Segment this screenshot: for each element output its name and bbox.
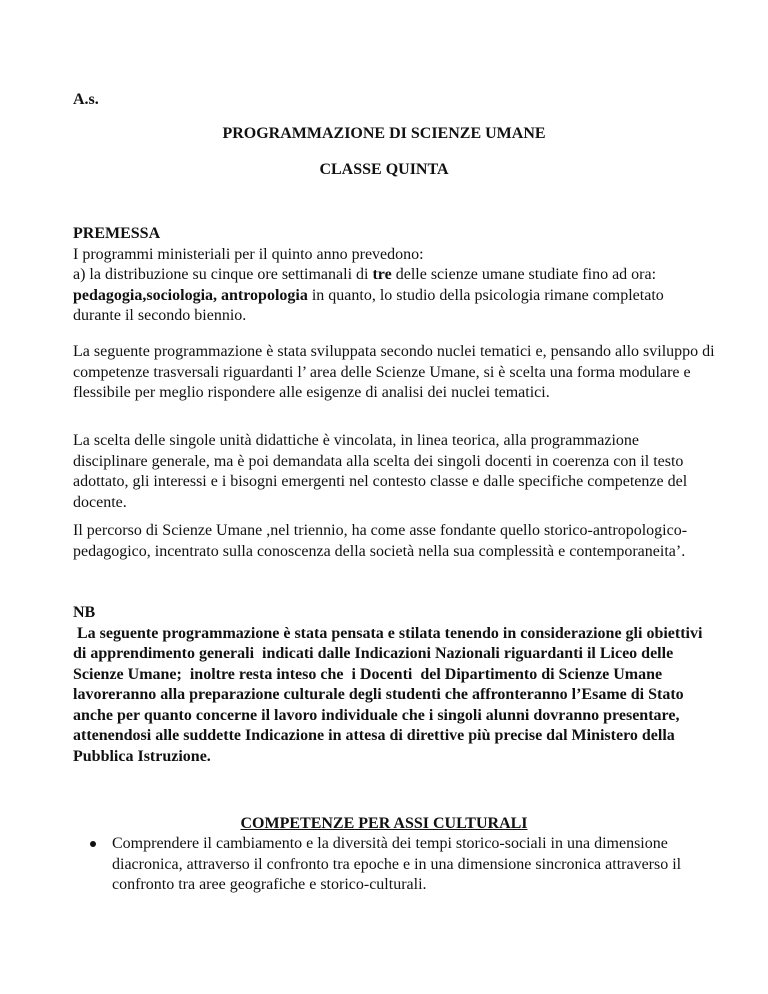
premessa-paragraph-3: La scelta delle singole unità didattiche è vincolata, in linea teorica, alla programmazione disciplinare generale, ma è poi demandata alla scelta dei singoli docenti in coerenza con il testo adottato, gli interessi e i bisogni emergenti nel contesto classe e dalle specifiche competenze del docente.: [73, 432, 688, 511]
bullet-icon: [90, 841, 96, 847]
document-title: PROGRAMMAZIONE DI SCIENZE UMANE: [222, 125, 546, 142]
point-a-prefix: a) la distribuzione su cinque ore settimanali di: [73, 266, 373, 283]
competenze-heading: COMPETENZE PER ASSI CULTURALI: [240, 815, 528, 832]
point-a-bold-tre: tre: [372, 266, 392, 283]
point-a-middle: delle scienze umane studiate fino ad ora:: [391, 266, 657, 283]
document-subtitle: CLASSE QUINTA: [319, 161, 449, 178]
competenze-list: [88, 834, 714, 896]
premessa-intro: I programmi ministeriali per il quinto anno prevedono:: [73, 245, 424, 263]
competenze-list-item: [88, 834, 714, 896]
premessa-heading: PREMESSA: [73, 225, 161, 242]
header-label: A.s.: [73, 91, 99, 108]
premessa-section: [73, 224, 713, 327]
nb-text: La seguente programmazione è stata pensata e stilata tenendo in considerazione gli obiettivi di apprendimento generali indicati dalle Indicazioni Nazionali riguardanti il Liceo delle Scienze Umane; inoltre resta inteso che i Docenti del Dipartimento di Scienze Umane lavoreranno alla preparazione culturale degli studenti che affronteranno l’Esame di Stato anche per quanto concerne il lavoro individuale che i singoli alunni dovranno presentare, attenendosi alle suddette Indicazione in attesa di direttive più precise dal Ministero della Pubblica Istruzione.: [73, 624, 707, 765]
nb-heading: NB: [73, 604, 96, 621]
point-a-suffix: in quanto, lo studio della psicologia rimane completato durante il secondo biennio.: [73, 286, 664, 324]
premessa-paragraph-2: La seguente programmazione è stata sviluppata secondo nuclei tematici e, pensando allo sviluppo di competenze trasversali riguardanti l’ area delle Scienze Umane, si è scelta una forma modulare e flessibile per meglio rispondere alle esigenze di analisi dei nuclei tematici.: [73, 343, 715, 401]
nb-section: [73, 603, 713, 767]
premessa-paragraph-4: Il percorso di Scienze Umane ,nel triennio, ha come asse fondante quello storico-antropologico-pedagogico, incentrato sulla conoscenza della società nella sua complessità e contemporaneita’.: [73, 522, 688, 560]
competenze-item-text: Comprendere il cambiamento e la diversità dei tempi storico-sociali in una dimensione diacronica, attraverso il confronto tra epoche e in una dimensione sincronica attraverso il confronto tra aree geografiche e storico-culturali.: [112, 835, 682, 893]
premessa-point-a: [73, 265, 713, 327]
point-a-bold-subjects: pedagogia,sociologia, antropologia: [73, 286, 308, 304]
